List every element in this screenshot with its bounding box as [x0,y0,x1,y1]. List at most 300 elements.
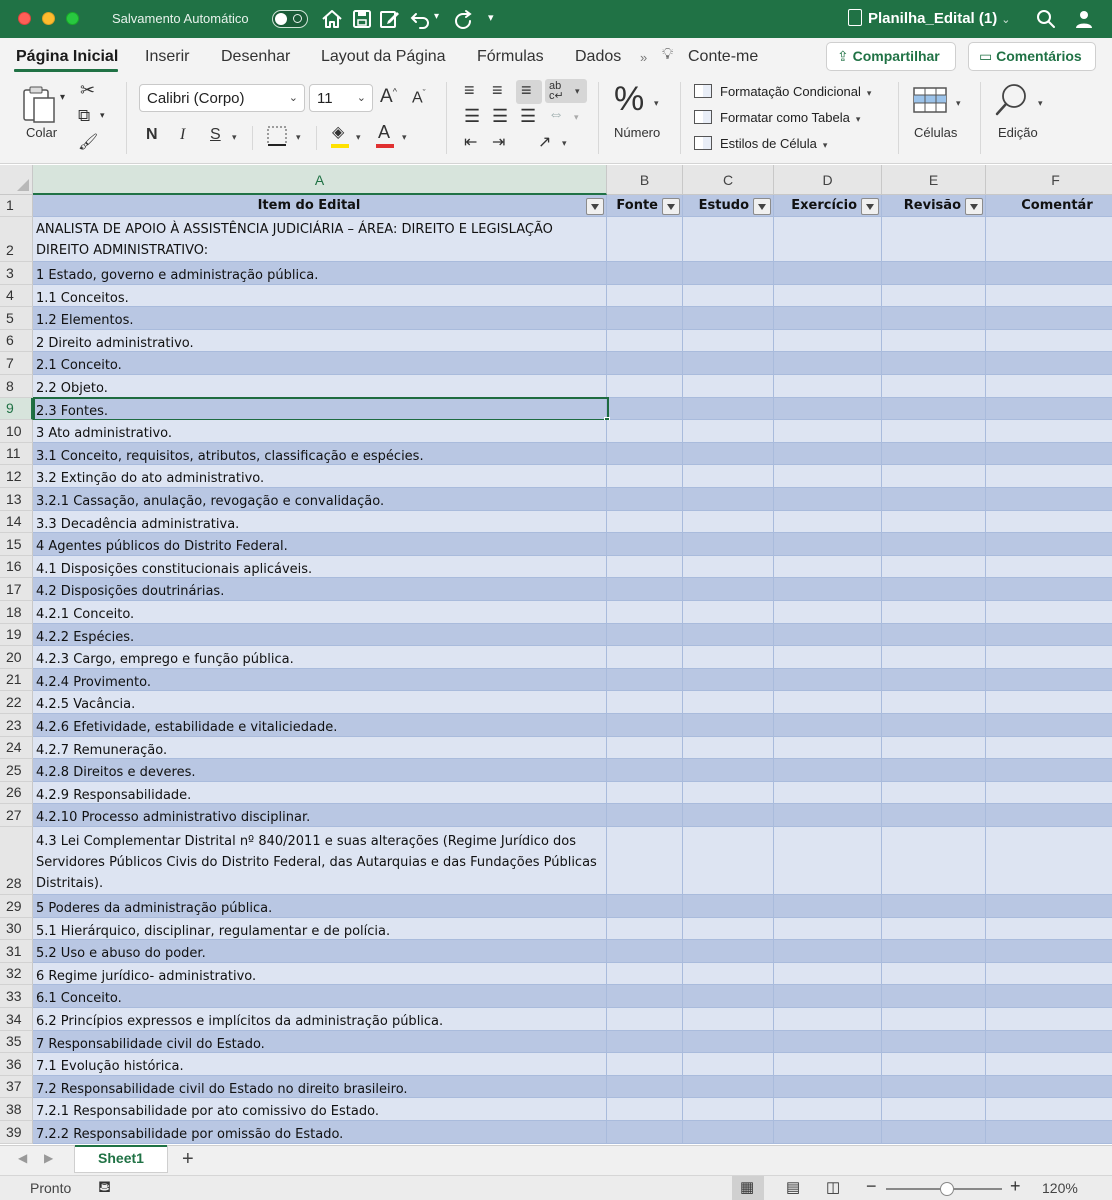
table-cell[interactable] [607,646,683,669]
align-left-icon[interactable]: ☰ [464,106,481,126]
table-cell-item[interactable] [33,330,607,353]
table-cell[interactable] [882,330,986,353]
paste-icon[interactable] [20,84,60,124]
table-header-cell[interactable] [882,195,986,217]
cut-icon[interactable]: ✂ [80,80,96,100]
table-header-cell[interactable] [607,195,683,217]
save-icon[interactable] [350,7,374,31]
row-header[interactable]: 9 [0,398,33,421]
table-cell[interactable] [607,1098,683,1121]
undo-dropdown-icon[interactable]: ▾ [434,11,440,22]
table-cell[interactable] [607,985,683,1008]
table-cell[interactable] [607,307,683,330]
table-cell[interactable] [607,443,683,466]
align-center-icon[interactable]: ☰ [492,106,509,126]
table-cell[interactable] [607,895,683,918]
table-cell[interactable] [607,601,683,624]
increase-indent-icon[interactable]: ⇥ [492,134,506,151]
table-cell[interactable] [683,511,774,534]
table-cell[interactable] [882,307,986,330]
align-middle-icon[interactable]: ≡ [492,80,503,100]
row-header[interactable]: 10 [0,420,33,443]
table-cell-item[interactable] [33,443,607,466]
table-header-cell[interactable] [33,195,607,217]
table-cell[interactable] [882,940,986,963]
table-cell[interactable] [986,398,1112,421]
table-cell[interactable] [986,624,1112,647]
format-as-table-menu[interactable] [694,110,860,125]
table-cell-item[interactable] [33,804,607,827]
row-header[interactable]: 21 [0,669,33,692]
table-cell[interactable] [774,533,882,556]
table-cell[interactable] [986,1076,1112,1099]
table-cell[interactable] [774,1098,882,1121]
increase-font-size-icon[interactable]: A^ [380,86,397,107]
table-cell-item[interactable] [33,985,607,1008]
table-cell[interactable] [774,918,882,941]
tab-formulas[interactable]: Fórmulas [477,48,544,65]
column-header-a[interactable]: A [33,165,607,195]
font-name-select[interactable] [139,84,305,112]
table-cell[interactable] [882,985,986,1008]
table-cell[interactable] [607,737,683,760]
table-cell[interactable] [607,375,683,398]
row-header[interactable]: 14 [0,511,33,534]
customize-toolbar-icon[interactable]: ▾ [488,12,494,24]
table-cell[interactable] [607,1076,683,1099]
table-cell[interactable] [882,782,986,805]
row-header[interactable]: 15 [0,533,33,556]
table-cell[interactable] [774,556,882,579]
table-header-cell[interactable] [774,195,882,217]
table-cell[interactable] [882,1076,986,1099]
table-cell[interactable] [607,465,683,488]
table-cell[interactable] [882,737,986,760]
table-cell[interactable] [683,601,774,624]
table-cell-item[interactable] [33,398,607,421]
table-cell[interactable] [774,1076,882,1099]
table-cell[interactable] [607,940,683,963]
table-cell[interactable] [683,646,774,669]
table-cell-item[interactable] [33,940,607,963]
table-cell[interactable] [882,420,986,443]
magnifier-icon[interactable] [994,82,1030,118]
row-header[interactable]: 33 [0,985,33,1008]
table-cell[interactable] [607,782,683,805]
table-cell[interactable] [882,217,986,262]
table-cell[interactable] [607,533,683,556]
tab-draw[interactable]: Desenhar [221,48,291,65]
table-cell[interactable] [986,420,1112,443]
table-cell-item[interactable] [33,262,607,285]
row-header[interactable]: 23 [0,714,33,737]
table-cell[interactable] [607,217,683,262]
table-cell[interactable] [882,646,986,669]
table-cell[interactable] [986,759,1112,782]
table-cell-item[interactable] [33,1098,607,1121]
table-cell[interactable] [986,1121,1112,1144]
table-cell[interactable] [986,1031,1112,1054]
table-cell[interactable] [774,465,882,488]
table-cell[interactable] [774,307,882,330]
table-cell[interactable] [986,918,1112,941]
table-cell[interactable] [683,1098,774,1121]
table-cell-item[interactable] [33,556,607,579]
table-cell[interactable] [882,375,986,398]
table-cell[interactable] [683,940,774,963]
row-header[interactable]: 19 [0,624,33,647]
font-color-icon[interactable]: A [378,122,391,142]
zoom-out-icon[interactable]: − [866,1176,877,1196]
table-cell[interactable] [683,578,774,601]
table-cell[interactable] [607,1031,683,1054]
copy-icon[interactable]: ⧉ [78,106,91,125]
table-cell[interactable] [683,1121,774,1144]
table-cell[interactable] [683,1076,774,1099]
table-cell[interactable] [683,1008,774,1031]
table-cell[interactable] [774,375,882,398]
table-cell[interactable] [986,1053,1112,1076]
table-cell[interactable] [986,465,1112,488]
align-bottom-button[interactable] [516,80,542,104]
normal-view-button[interactable] [732,1176,764,1200]
table-cell[interactable] [774,285,882,308]
table-cell[interactable] [607,330,683,353]
table-cell-item[interactable] [33,511,607,534]
zoom-slider-handle[interactable] [940,1182,954,1196]
table-cell[interactable] [607,578,683,601]
table-cell[interactable] [607,262,683,285]
table-cell[interactable] [774,262,882,285]
table-cell[interactable] [774,398,882,421]
tell-me-search[interactable]: Conte-me [688,48,759,65]
table-cell[interactable] [986,511,1112,534]
table-cell[interactable] [607,714,683,737]
format-painter-icon[interactable]: 🖌︎ [78,134,99,151]
table-cell[interactable] [986,285,1112,308]
table-cell[interactable] [774,646,882,669]
table-cell[interactable] [986,601,1112,624]
table-cell[interactable] [607,352,683,375]
table-cell[interactable] [683,759,774,782]
column-header-d[interactable]: D [774,165,882,195]
table-cell[interactable] [882,1098,986,1121]
table-header-cell[interactable] [683,195,774,217]
cells-icon[interactable] [912,84,948,116]
filter-dropdown-icon[interactable] [753,198,771,215]
table-cell[interactable] [774,420,882,443]
table-cell[interactable] [774,443,882,466]
table-cell[interactable] [683,398,774,421]
table-cell[interactable] [986,1008,1112,1031]
table-cell[interactable] [607,918,683,941]
row-header[interactable]: 35 [0,1031,33,1054]
table-cell[interactable] [882,1008,986,1031]
table-cell[interactable] [774,782,882,805]
column-header-c[interactable]: C [683,165,774,195]
previous-sheet-icon[interactable]: ◀ [18,1151,28,1165]
table-cell[interactable] [774,737,882,760]
row-header[interactable]: 38 [0,1098,33,1121]
table-cell[interactable] [882,895,986,918]
percent-icon[interactable]: % [614,80,645,118]
row-header[interactable]: 22 [0,691,33,714]
table-cell[interactable] [607,488,683,511]
table-cell-item[interactable] [33,352,607,375]
autosave-toggle[interactable] [272,10,308,28]
decrease-indent-icon[interactable]: ⇤ [464,134,478,151]
table-cell[interactable] [774,691,882,714]
italic-button[interactable]: I [180,126,186,143]
table-cell[interactable] [882,556,986,579]
table-cell[interactable] [607,398,683,421]
table-cell[interactable] [774,1031,882,1054]
add-sheet-icon[interactable]: + [182,1148,194,1170]
column-header-b[interactable]: B [607,165,683,195]
table-cell[interactable] [683,443,774,466]
table-cell[interactable] [683,669,774,692]
row-header[interactable]: 28 [0,827,33,895]
table-cell[interactable] [882,918,986,941]
table-cell[interactable] [683,465,774,488]
row-header[interactable]: 37 [0,1076,33,1099]
align-top-icon[interactable]: ≡ [464,80,475,100]
table-cell-item[interactable] [33,963,607,986]
sheet-tab-sheet1[interactable]: Sheet1 [74,1145,168,1173]
table-cell[interactable] [882,963,986,986]
table-cell[interactable] [683,624,774,647]
table-cell[interactable] [986,985,1112,1008]
table-cell[interactable] [683,352,774,375]
table-cell[interactable] [683,1031,774,1054]
decrease-font-size-icon[interactable]: $A^ˇ$ [412,88,426,107]
table-cell[interactable] [774,759,882,782]
merge-dropdown-icon[interactable]: ▾ [574,112,579,122]
table-cell[interactable] [774,352,882,375]
next-sheet-icon[interactable]: ▶ [44,1151,54,1165]
table-cell[interactable] [986,578,1112,601]
table-cell[interactable] [882,398,986,421]
table-cell[interactable] [882,352,986,375]
row-header[interactable]: 27 [0,804,33,827]
table-cell[interactable] [986,714,1112,737]
copy-dropdown-icon[interactable]: ▾ [100,110,105,120]
table-cell[interactable] [774,578,882,601]
table-cell[interactable] [774,714,882,737]
tab-insert[interactable]: Inserir [145,48,190,65]
table-cell[interactable] [882,804,986,827]
table-cell[interactable] [774,669,882,692]
more-tabs-icon[interactable]: » [640,50,648,65]
underline-button[interactable]: S [210,126,221,143]
row-header[interactable]: 3 [0,262,33,285]
home-icon[interactable] [320,7,344,31]
table-cell[interactable] [882,714,986,737]
table-cell[interactable] [986,940,1112,963]
orientation-dropdown-icon[interactable]: ▾ [562,138,567,148]
table-cell-item[interactable] [33,1031,607,1054]
font-size-select[interactable] [309,84,373,112]
number-dropdown-icon[interactable]: ▾ [654,98,659,108]
table-cell-item[interactable] [33,307,607,330]
edit-document-icon[interactable] [378,7,402,31]
row-header[interactable]: 7 [0,352,33,375]
row-header[interactable]: 34 [0,1008,33,1031]
zoom-level[interactable]: 120% [1042,1180,1078,1196]
tab-data[interactable]: Dados [575,48,622,65]
table-cell[interactable] [986,533,1112,556]
table-cell-item[interactable] [33,918,607,941]
table-cell-item[interactable] [33,1008,607,1031]
table-cell[interactable] [882,511,986,534]
filter-dropdown-icon[interactable] [965,198,983,215]
table-cell[interactable] [986,488,1112,511]
table-cell[interactable] [882,691,986,714]
table-cell[interactable] [683,804,774,827]
table-cell[interactable] [774,1008,882,1031]
table-cell[interactable] [882,443,986,466]
table-cell[interactable] [986,217,1112,262]
table-cell[interactable] [683,827,774,895]
table-cell[interactable] [774,217,882,262]
paste-dropdown-icon[interactable]: ▾ [60,92,66,103]
table-cell[interactable] [882,1031,986,1054]
table-cell[interactable] [683,691,774,714]
row-header[interactable]: 36 [0,1053,33,1076]
table-cell-item[interactable] [33,465,607,488]
table-cell[interactable] [986,646,1112,669]
row-header[interactable]: 1 [0,195,33,217]
page-layout-view-icon[interactable]: ▤ [786,1179,801,1196]
table-cell-item[interactable] [33,217,607,262]
table-cell[interactable] [882,262,986,285]
column-header-e[interactable]: E [882,165,986,195]
table-cell-item[interactable] [33,691,607,714]
comments-button[interactable] [968,42,1096,71]
table-cell[interactable] [986,782,1112,805]
zoom-in-icon[interactable]: + [1010,1176,1021,1196]
row-header[interactable]: 39 [0,1121,33,1144]
table-cell[interactable] [607,691,683,714]
table-cell[interactable] [607,1053,683,1076]
row-header[interactable]: 29 [0,895,33,918]
row-header[interactable]: 20 [0,646,33,669]
table-cell-item[interactable] [33,737,607,760]
table-cell[interactable] [683,556,774,579]
table-cell[interactable] [774,601,882,624]
merge-center-icon[interactable]: ⇔ [548,106,564,123]
select-all-button[interactable] [0,165,33,195]
table-cell-item[interactable] [33,420,607,443]
table-cell[interactable] [607,624,683,647]
row-header[interactable]: 30 [0,918,33,941]
table-cell[interactable] [986,737,1112,760]
table-cell[interactable] [774,963,882,986]
table-cell[interactable] [683,714,774,737]
table-cell[interactable] [774,511,882,534]
cells-dropdown-icon[interactable]: ▾ [956,98,961,108]
table-cell[interactable] [882,1053,986,1076]
table-cell[interactable] [882,465,986,488]
table-cell[interactable] [774,330,882,353]
fill-color-dropdown-icon[interactable]: ▾ [356,132,361,142]
row-header[interactable]: 5 [0,307,33,330]
table-cell[interactable] [774,1121,882,1144]
table-cell[interactable] [607,759,683,782]
table-cell-item[interactable] [33,827,607,895]
account-icon[interactable] [1072,7,1096,31]
filter-dropdown-icon[interactable] [861,198,879,215]
table-cell[interactable] [774,804,882,827]
table-cell[interactable] [683,1053,774,1076]
table-cell[interactable] [882,285,986,308]
table-cell[interactable] [882,759,986,782]
table-cell[interactable] [774,985,882,1008]
filter-dropdown-icon[interactable] [586,198,604,215]
table-cell-item[interactable] [33,1053,607,1076]
table-header-cell[interactable] [986,195,1112,217]
table-cell-item[interactable] [33,533,607,556]
row-header[interactable]: 32 [0,963,33,986]
table-cell-item[interactable] [33,285,607,308]
table-cell[interactable] [882,533,986,556]
table-cell[interactable] [882,1121,986,1144]
editing-dropdown-icon[interactable]: ▾ [1038,98,1043,108]
table-cell[interactable] [683,375,774,398]
table-cell[interactable] [607,827,683,895]
table-cell[interactable] [683,533,774,556]
table-cell[interactable] [683,307,774,330]
table-cell[interactable] [986,669,1112,692]
spreadsheet-grid[interactable] [0,165,1112,1145]
borders-icon[interactable] [266,125,288,147]
row-header[interactable]: 24 [0,737,33,760]
cell-styles-menu[interactable] [694,136,827,151]
table-cell[interactable] [607,963,683,986]
undo-icon[interactable] [408,7,432,31]
table-cell[interactable] [986,691,1112,714]
row-header[interactable]: 4 [0,285,33,308]
table-cell[interactable] [986,330,1112,353]
fill-color-icon[interactable]: ◈ [332,124,345,141]
bold-button[interactable]: N [146,126,158,143]
table-cell-item[interactable] [33,375,607,398]
table-cell[interactable] [986,375,1112,398]
table-cell-item[interactable] [33,624,607,647]
borders-dropdown-icon[interactable]: ▾ [296,132,301,142]
table-cell[interactable] [774,488,882,511]
table-cell[interactable] [774,895,882,918]
table-cell-item[interactable] [33,1121,607,1144]
table-cell-item[interactable] [33,1076,607,1099]
table-cell[interactable] [986,1098,1112,1121]
table-cell[interactable] [683,985,774,1008]
row-header[interactable]: 18 [0,601,33,624]
table-cell[interactable] [882,669,986,692]
wrap-text-button[interactable] [545,79,587,103]
table-cell[interactable] [683,420,774,443]
row-header[interactable]: 31 [0,940,33,963]
table-cell-item[interactable] [33,646,607,669]
row-header[interactable]: 11 [0,443,33,466]
font-color-dropdown-icon[interactable]: ▾ [402,132,407,142]
table-cell-item[interactable] [33,759,607,782]
table-cell[interactable] [683,285,774,308]
table-cell[interactable] [774,827,882,895]
document-title[interactable] [848,9,1010,27]
accessibility-icon[interactable]: ⛾ [98,1179,112,1196]
table-cell-item[interactable] [33,895,607,918]
